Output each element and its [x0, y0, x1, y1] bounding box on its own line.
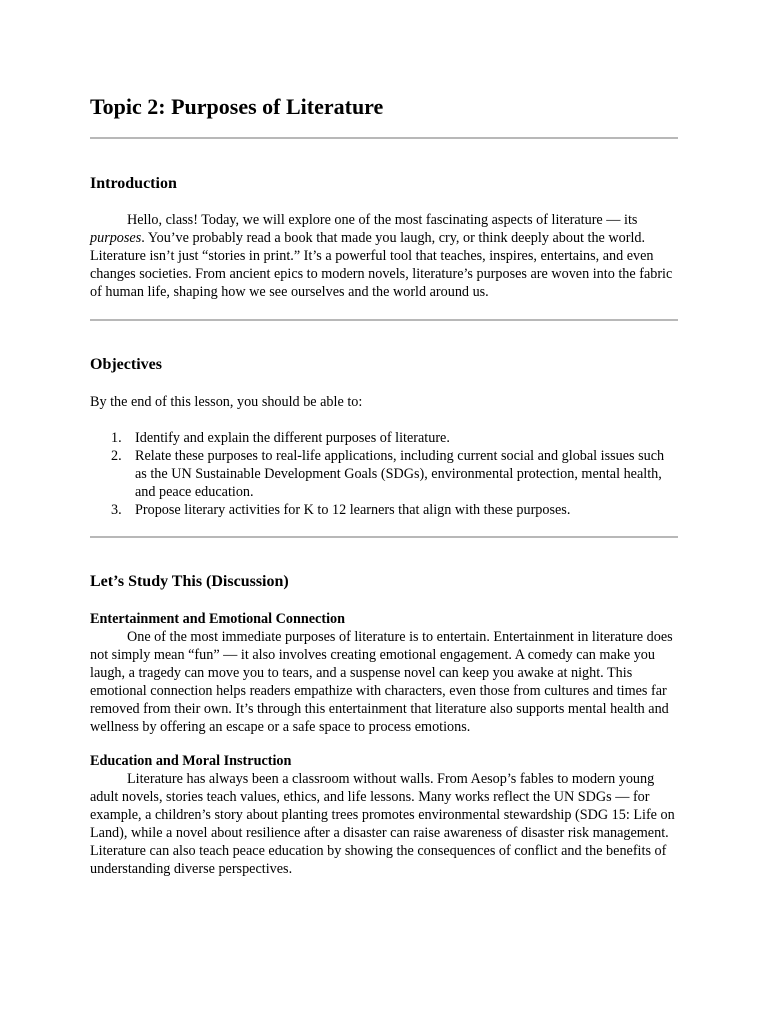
objectives-heading: Objectives: [90, 356, 162, 373]
objective-text: Identify and explain the different purposes of literature.: [135, 430, 450, 446]
introduction-text-end: . You’ve probably read a book that made you laugh, cry, or think deeply about the world. Literature isn’t just “stories in print.” It’s a powerful tool that teaches, inspires, entertains, and even changes societies. From ancient epics to modern novels, literature’s purposes are woven into the fabric of human life, shaping how we see ourselves and the world around us.: [90, 230, 673, 300]
objective-item: [90, 447, 678, 501]
entertainment-subheading: Entertainment and Emotional Connection: [90, 611, 345, 627]
introduction-heading: Introduction: [90, 175, 177, 192]
objective-item: [90, 501, 678, 519]
objective-number: 1.: [111, 430, 122, 446]
discussion-heading: Let’s Study This (Discussion): [90, 573, 289, 590]
entertainment-paragraph: One of the most immediate purposes of literature is to entertain. Entertainment in literature does not simply mean “fun” — it also involves creating emotional engagement. A comedy can make you laugh, a tragedy can move you to tears, and a suspense novel can keep you awake at night. This emotional connection helps readers empathize with characters, even those from cultures and times far removed from their own. It’s through this entertainment that literature also supports mental health and wellness by offering an escape or a safe space to process emotions.: [90, 629, 673, 735]
objective-number: 2.: [111, 448, 122, 464]
section-divider: [90, 319, 678, 321]
objectives-intro: By the end of this lesson, you should be able to:: [90, 394, 363, 410]
introduction-text-start: Hello, class! Today, we will explore one of the most fascinating aspects of literature — its: [127, 212, 638, 228]
section-divider: [90, 137, 678, 139]
objective-item: [90, 429, 678, 447]
objective-text: Relate these purposes to real-life applications, including current social and global issues such as the UN Sustainable Development Goals (SDGs), environmental protection, mental health, and peace education.: [135, 448, 665, 500]
objectives-list: [90, 429, 678, 519]
education-subheading: Education and Moral Instruction: [90, 753, 292, 769]
objective-text: Propose literary activities for K to 12 learners that align with these purposes.: [135, 502, 571, 518]
section-divider: [90, 536, 678, 538]
objective-number: 3.: [111, 502, 122, 518]
education-paragraph: Literature has always been a classroom without walls. From Aesop’s fables to modern young adult novels, stories teach values, ethics, and life lessons. Many works reflect the UN SDGs — for example, a children’s story about planting trees promotes environmental stewardship (SDG 15: Life on Land), while a novel about resilience after a disaster can raise awareness of disaster risk management. Literature can also teach peace education by showing the consequences of conflict and the benefits of understanding diverse perspectives.: [90, 771, 675, 877]
page-title: Topic 2: Purposes of Literature: [90, 94, 384, 119]
introduction-emphasis: purposes: [90, 230, 142, 246]
introduction-paragraph: [90, 211, 678, 301]
